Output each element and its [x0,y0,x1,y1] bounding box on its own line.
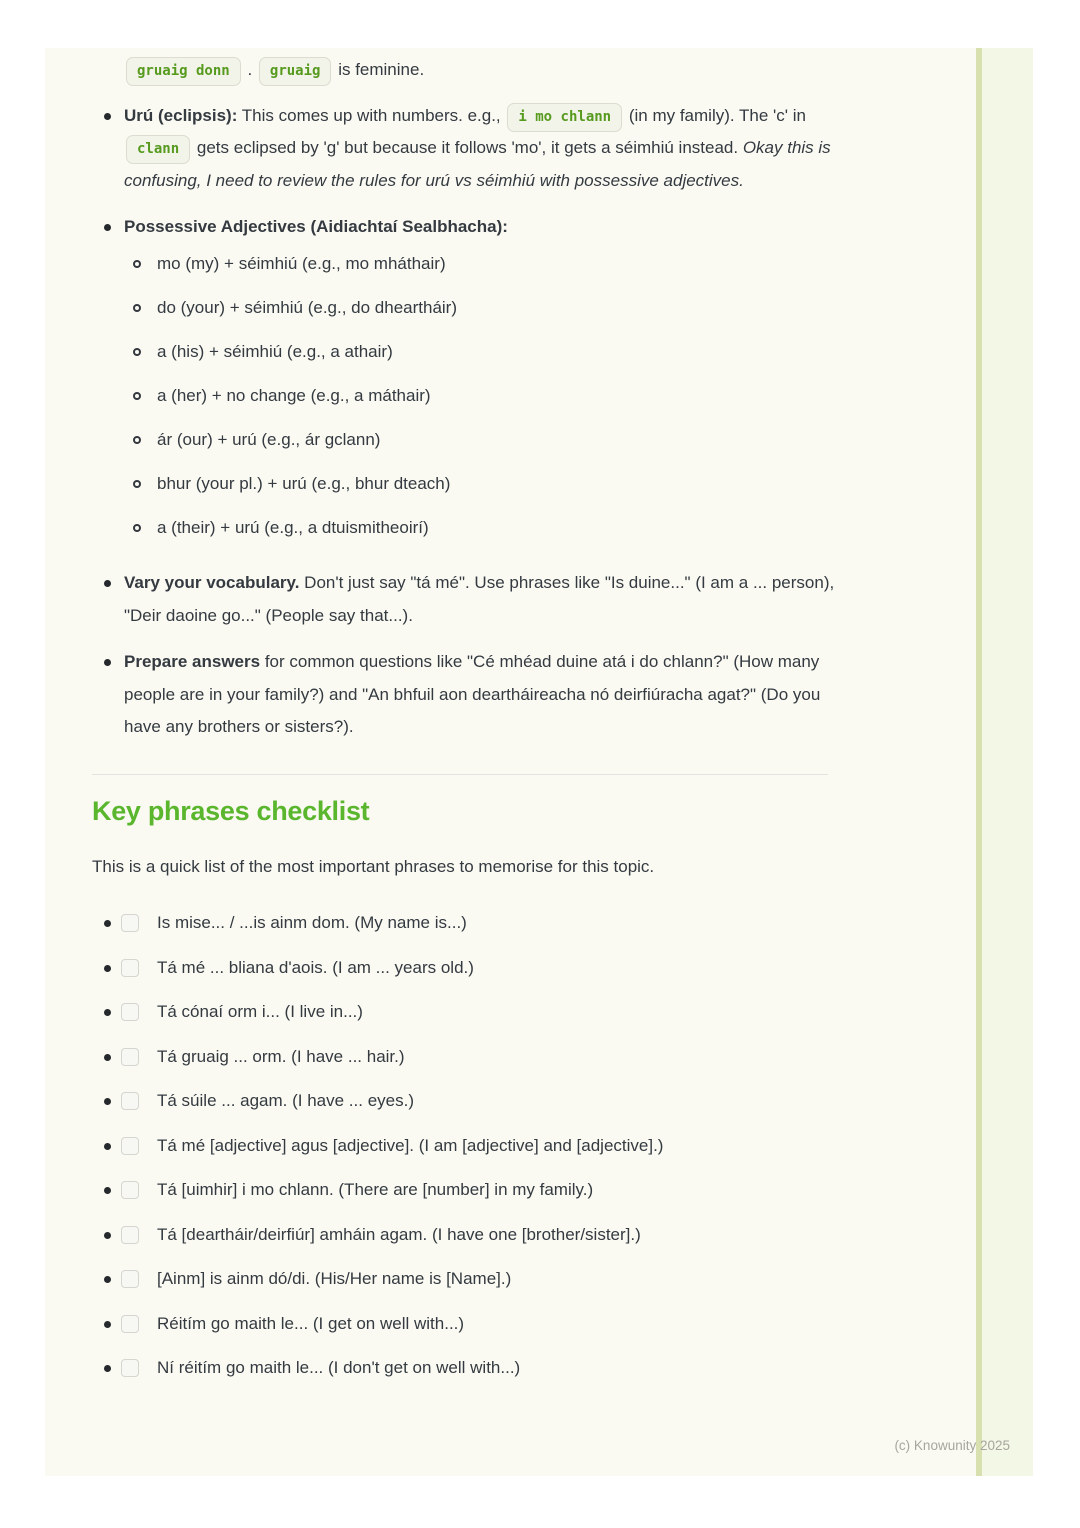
checkbox[interactable] [121,1181,139,1199]
bullet-dot [104,1276,111,1283]
bullet-dot [104,224,111,231]
checklist-item-label: Ní réitím go maith le... (I don't get on well with...) [157,1358,521,1377]
section-heading: Key phrases checklist [92,795,370,826]
bullet-bold-label: Urú (eclipsis): [124,105,238,125]
bullet-item-uru [92,100,837,198]
lead-paragraph [124,54,837,87]
checklist-item-label: Tá súile ... agam. (I have ... eyes.) [157,1091,414,1110]
document-page [45,48,1033,1476]
checkbox[interactable] [121,1226,139,1244]
bullet-item-vary-vocabulary [92,567,837,632]
checkbox[interactable] [121,1092,139,1110]
checklist-item [92,1041,837,1074]
bullet-bold-label: Vary your vocabulary. [124,573,300,592]
sub-bullet-item [124,380,837,413]
checklist-item [92,1308,837,1341]
bullet-dot [104,1187,111,1194]
bullet-dot [104,1321,111,1328]
sub-bullet-label: a (their) + urú (e.g., a dtuismitheoirí) [157,517,429,537]
checkbox[interactable] [121,959,139,977]
bullet-text-run: gets eclipsed by 'g' but because it follows 'mo', it gets a séimhiú instead. [192,138,743,157]
circle-bullet [133,480,141,488]
checklist-item-label: Tá [deartháir/deirfiúr] amháin agam. (I have one [brother/sister].) [157,1224,641,1244]
checklist-item [92,1130,837,1163]
checklist-item [92,996,837,1029]
bullet-dot [104,920,111,927]
checkbox[interactable] [121,914,139,932]
bullet-text [124,567,837,632]
sub-bullet-item [124,292,837,325]
checklist-item [92,1174,837,1207]
bullet-item-prepare-answers [92,646,837,744]
bullet-dot [104,1232,111,1239]
bullet-dot [104,580,111,587]
checklist-item [92,1085,837,1118]
bullet-text-run: for common questions like "Cé mhéad duine atá i do chlann?" (How many people are in your family?) and "An bhfuil aon deartháireacha nó deirfiúracha agat?" (Do you have any brothers or sisters?). [124,652,821,736]
bullet-dot [104,965,111,972]
sub-bullet-item [124,248,837,281]
bullet-text [124,646,837,744]
bullet-dot [104,1054,111,1061]
side-stripe-decoration [976,48,1033,1476]
sub-bullet-label: ár (our) + urú (e.g., ár gclann) [157,429,381,449]
sub-bullet-item [124,424,837,457]
section-divider [92,774,828,775]
code-badge: i mo chlann [507,103,622,132]
checklist-item-label: [Ainm] is ainm dó/di. (His/Her name is [Name].) [157,1269,512,1288]
checkbox[interactable] [121,1315,139,1333]
checklist-item [92,907,837,940]
bullet-italic-note: Okay this is confusing, I need to review the rules for urú vs séimhiú with possessive adjectives. [124,138,831,190]
checklist-item-label: Tá gruaig ... orm. (I have ... hair.) [157,1046,405,1066]
circle-bullet [133,260,141,268]
checkbox[interactable] [121,1137,139,1155]
bullet-text-run: (in my family). The 'c' in [624,105,806,125]
bullet-dot [104,659,111,666]
sub-bullet-item [124,512,837,545]
checkbox[interactable] [121,1048,139,1066]
bullet-dot [104,1365,111,1372]
checklist-item-label: Is mise... / ...is ainm dom. (My name is...) [157,913,467,932]
checklist-item [92,1263,837,1296]
code-badge: gruaig donn [126,57,241,86]
copyright-notice: (c) Knowunity 2025 [894,1438,1010,1453]
code-badge: gruaig [259,57,332,86]
checklist-item-label: Tá cónaí orm i... (I live in...) [157,1002,363,1021]
checkbox[interactable] [121,1359,139,1377]
lead-separator: . [242,60,257,79]
bullet-text-run: Don't just say "tá mé". Use phrases like "Is duine..." (I am a ... person), "Deir daoine go..." (People say that...). [124,573,835,625]
checklist-item [92,1219,837,1252]
sub-bullet-list [124,248,837,545]
intro-paragraph: This is a quick list of the most important phrases to memorise for this topic. [92,856,655,876]
circle-bullet [133,436,141,444]
sub-bullet-label: do (your) + séimhiú (e.g., do dheartháir) [157,297,458,317]
lead-tail: is feminine. [333,60,425,79]
circle-bullet [133,304,141,312]
sub-bullet-label: a (his) + séimhiú (e.g., a athair) [157,341,393,361]
bullet-bold-label: Prepare answers [124,652,261,671]
sub-bullet-label: a (her) + no change (e.g., a máthair) [157,385,431,405]
checkbox[interactable] [121,1270,139,1288]
sub-bullet-item [124,336,837,369]
page-content [92,54,837,1397]
checklist-item-label: Tá mé [adjective] agus [adjective]. (I am [adjective] and [adjective].) [157,1135,664,1155]
bullet-dot [104,1143,111,1150]
code-badge: clann [126,135,190,164]
checklist-item-label: Réitím go maith le... (I get on well with...) [157,1313,465,1333]
bullet-text [124,100,837,198]
checklist-item [92,1352,837,1385]
sub-bullet-label: bhur (your pl.) + urú (e.g., bhur dteach) [157,473,451,493]
circle-bullet [133,348,141,356]
circle-bullet [133,392,141,400]
bullet-item-possessive-adjectives [92,211,837,544]
checklist-item-label: Tá [uimhir] i mo chlann. (There are [number] in my family.) [157,1180,594,1199]
checkbox[interactable] [121,1003,139,1021]
bullet-dot [104,113,111,120]
sub-bullet-label: mo (my) + séimhiú (e.g., mo mháthair) [157,253,446,273]
circle-bullet [133,524,141,532]
checklist-item-label: Tá mé ... bliana d'aois. (I am ... years old.) [157,957,474,977]
bullet-dot [104,1098,111,1105]
bullet-dot [104,1009,111,1016]
sub-bullet-item [124,468,837,501]
bullet-bold-label: Possessive Adjectives (Aidiachtaí Sealbhacha): [124,217,508,236]
checklist [92,907,837,1385]
bullet-text-run: This comes up with numbers. e.g., [237,105,506,125]
checklist-item [92,952,837,985]
